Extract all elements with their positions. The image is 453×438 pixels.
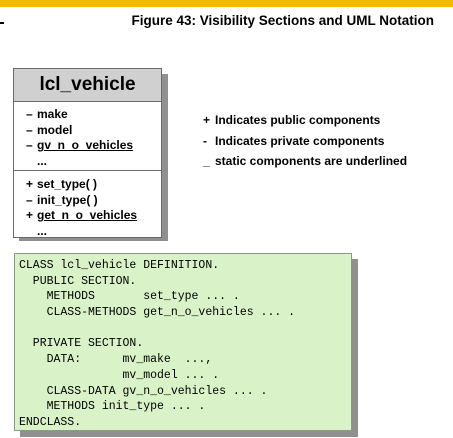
code-line — [19, 321, 351, 337]
uml-method — [26, 224, 161, 240]
uml-attribute-text: ... — [37, 153, 48, 168]
uml-method — [26, 193, 161, 209]
visibility-symbol: – — [26, 192, 33, 207]
uml-attribute — [26, 154, 161, 170]
legend-symbol: - — [203, 133, 207, 148]
legend-text: Indicates public components — [215, 113, 381, 127]
uml-method — [26, 208, 161, 224]
uml-method-text: ... — [37, 223, 48, 238]
code-line: mv_model ... . — [19, 368, 220, 382]
visibility-symbol: + — [26, 177, 34, 191]
legend-item — [203, 151, 407, 172]
notation-legend — [203, 110, 407, 172]
left-margin-mark — [0, 22, 4, 24]
legend-text: static components are underlined — [215, 154, 408, 168]
code-line: PUBLIC SECTION. — [19, 274, 137, 288]
code-line: CLASS lcl_vehicle DEFINITION. — [19, 259, 220, 272]
uml-attribute — [26, 138, 161, 154]
code-line: PRIVATE SECTION. — [19, 337, 144, 351]
uml-method — [26, 177, 161, 193]
legend-text: Indicates private components — [215, 133, 385, 148]
uml-attribute — [26, 107, 161, 123]
code-line: CLASS-METHODS get_n_o_vehicles ... . — [19, 306, 296, 320]
abap-code-block — [14, 253, 352, 431]
uml-attributes-section — [14, 102, 161, 171]
uml-attribute-text: model — [37, 122, 73, 137]
visibility-symbol: + — [26, 208, 34, 222]
uml-methods-section — [14, 171, 161, 239]
code-line: ENDCLASS. — [19, 415, 82, 429]
uml-method-text: set_type( ) — [37, 177, 98, 191]
uml-method-text: get_n_o_vehicles — [37, 208, 138, 222]
code-line: METHODS set_type ... . — [19, 290, 240, 304]
uml-class-box — [13, 68, 162, 238]
uml-attribute-text: gv_n_o_vehicles — [37, 138, 134, 152]
visibility-symbol: – — [26, 122, 33, 137]
visibility-symbol: – — [26, 107, 33, 121]
code-line: CLASS-DATA gv_n_o_vehicles ... . — [19, 384, 268, 398]
legend-item — [203, 131, 407, 152]
uml-class-header — [14, 69, 161, 102]
legend-symbol: + — [203, 113, 211, 127]
uml-attribute — [26, 123, 161, 139]
code-line: DATA: mv_make ..., — [19, 353, 213, 367]
uml-attribute-text: make — [37, 107, 68, 121]
legend-symbol: _ — [203, 154, 210, 168]
uml-method-text: init_type( ) — [37, 192, 98, 207]
visibility-symbol: – — [26, 138, 33, 152]
uml-class-name: lcl_vehicle — [39, 74, 136, 95]
top-accent-bar — [0, 0, 453, 7]
legend-item — [203, 110, 407, 131]
code-line: METHODS init_type ... . — [19, 400, 206, 414]
figure-title: Figure 43: Visibility Sections and UML Notation — [131, 13, 434, 28]
